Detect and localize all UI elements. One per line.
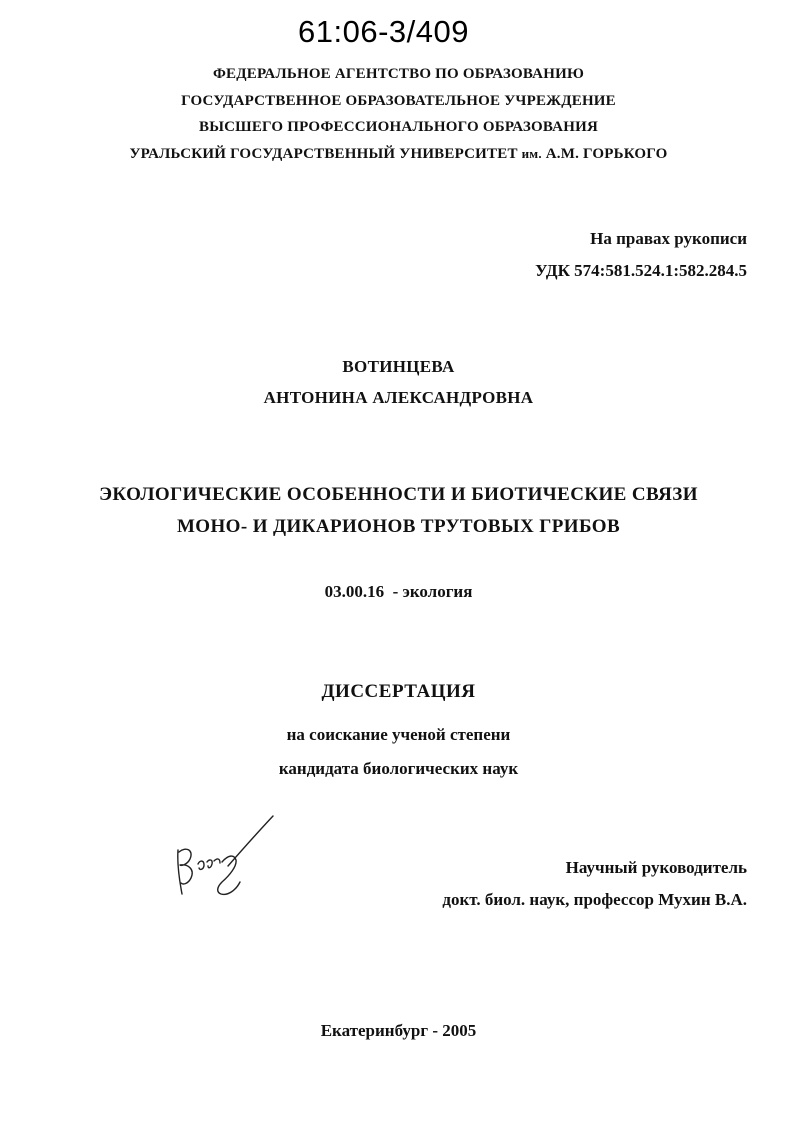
thesis-title-line-2: МОНО- И ДИКАРИОНОВ ТРУТОВЫХ ГРИБОВ xyxy=(176,516,621,537)
specialty-code: 03.00.16 - экология xyxy=(324,582,473,601)
author-given-names: АНТОНИНА АЛЕКСАНДРОВНА xyxy=(263,388,534,407)
advisor-name: докт. биол. наук, профессор Мухин В.А. xyxy=(442,890,747,909)
institution-type: ГОСУДАРСТВЕННОЕ ОБРАЗОВАТЕЛЬНОЕ УЧРЕЖДЕНИЕ xyxy=(181,93,616,109)
handwritten-signature-icon xyxy=(170,812,280,907)
city-year: Екатеринбург - 2005 xyxy=(320,1021,477,1040)
university-suffix-small: им. xyxy=(521,146,542,161)
thesis-title-line-1: ЭКОЛОГИЧЕСКИЕ ОСОБЕННОСТИ И БИОТИЧЕСКИЕ СВЯЗИ xyxy=(99,484,698,505)
udc-code: УДК 574:581.524.1:582.284.5 xyxy=(535,261,747,280)
university-main: УРАЛЬСКИЙ ГОСУДАРСТВЕННЫЙ УНИВЕРСИТЕТ xyxy=(129,146,518,162)
university-suffix: А.М. ГОРЬКОГО xyxy=(545,146,668,162)
advisor-label: Научный руководитель xyxy=(565,858,747,877)
education-level: ВЫСШЕГО ПРОФЕССИОНАЛЬНОГО ОБРАЗОВАНИЯ xyxy=(199,119,598,135)
author-surname: ВОТИНЦЕВА xyxy=(342,357,455,376)
document-type: ДИССЕРТАЦИЯ xyxy=(321,681,476,702)
agency-name: ФЕДЕРАЛЬНОЕ АГЕНТСТВО ПО ОБРАЗОВАНИЮ xyxy=(212,66,585,82)
university-name xyxy=(0,146,797,163)
shelf-mark: 61:06-3/409 xyxy=(298,14,469,49)
manuscript-note: На правах рукописи xyxy=(590,229,747,248)
degree-line-2: кандидата биологических наук xyxy=(278,759,519,778)
degree-line-1: на соискание ученой степени xyxy=(286,725,511,744)
